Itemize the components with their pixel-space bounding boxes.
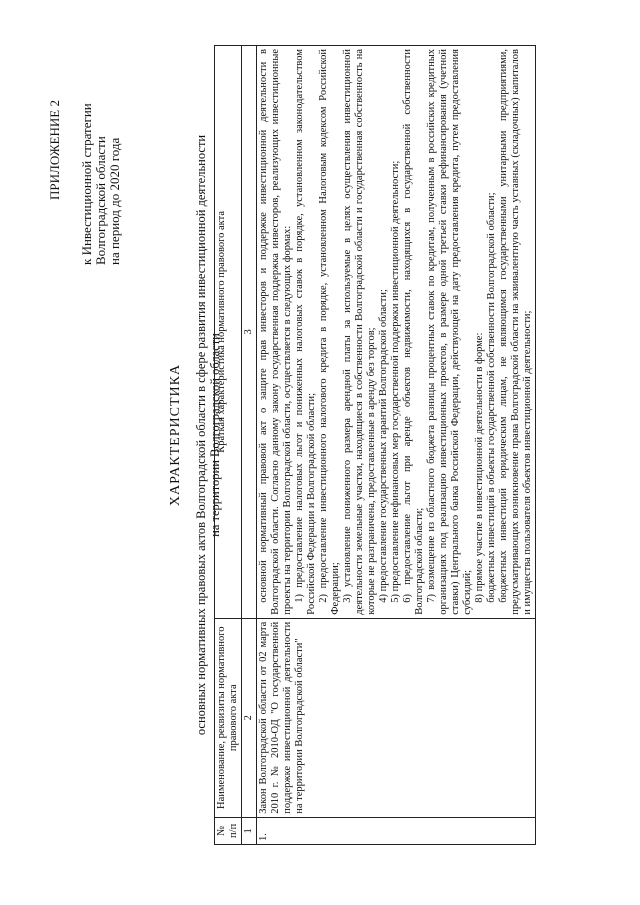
column-header-description: Краткая характеристика нормативного правового акта [215, 46, 242, 619]
column-number: 3 [242, 46, 257, 619]
appendix-line: к Инвестиционной стратегии [79, 103, 94, 265]
description-paragraph: 1) предоставление налоговых льгот и пониженных налоговых ставок в порядке, установленном законодательством Российской Федерации и Волгоградской области; [294, 49, 317, 615]
table-column-numbers-row [242, 46, 257, 845]
column-number: 1 [242, 817, 257, 844]
description-paragraph: 4) предоставление государственных гарантий Волгоградской области; [378, 289, 389, 603]
act-description [257, 46, 536, 619]
description-paragraph: 5) предоставление нефинансовых мер государственной поддержки инвестиционной деятельности; [390, 160, 401, 603]
column-header-number: № п/п [215, 817, 242, 844]
appendix-block [48, 35, 122, 265]
characteristics-table [214, 45, 536, 845]
act-name: Закон Волгоградской области от 02 марта 2010 г. № 2010-ОД "О государственной поддержке инвестиционной деятельности на территории Волгоградской области" [257, 618, 536, 817]
appendix-line: на период до 2020 года [107, 137, 122, 265]
appendix-line: Волгоградской области [93, 136, 108, 265]
row-number: 1. [257, 817, 536, 844]
description-paragraph: 7) возмещение из областного бюджета разницы процентных ставок по кредитам, полученным в российских кредитных организациях под реализацию инвестиционных проектов, в размере одной третьей ставки рефинансирования (учетной ставки) Центрального банка Российской Федерации, действующей на дату предоставления кредита, путем предоставления субсидий; [426, 49, 473, 615]
description-paragraph: основной нормативный правовой акт о защите прав инвесторов и поддержке инвестиционной деятельности в Волгоградской области. Согласно данному закону государственная поддержка инвесторов, реализующих инвестиционные проекты на территории Волгоградской области, осуществляется в следующих формах: [258, 49, 293, 615]
appendix-title: ПРИЛОЖЕНИЕ 2 [47, 100, 62, 200]
description-paragraph: 3) установление пониженного размера арендной платы за используемые в целях осуществления инвестиционной деятельности земельные участки, находящиеся в собственности Волгоградской области и государственная собственность на которые не разграничена, предоставленные в аренду без торгов; [342, 49, 377, 615]
table-row [257, 46, 536, 845]
document-subtitle-line: на территории Волгоградской области [208, 333, 222, 537]
description-paragraph: 8) прямое участие в инвестиционной деятельности в форме: [474, 332, 485, 603]
description-paragraph: 2) предоставление инвестиционного налогового кредита в порядке, установленном Налоговым кодексом Российской Федерации; [318, 49, 341, 615]
description-paragraph: 6) предоставление льгот при аренде объектов недвижимости, находящихся в государственной собственности Волгоградской области; [402, 49, 425, 615]
description-paragraph: бюджетных инвестиций юридическим лицам, не являющимся государственными унитарными предприятиями, предусматривающих возникновение права Волгоградской области на эквивалентную часть уставных (складочных) капиталов и имущества пользователя объектов инвестиционной деятельности; [498, 49, 533, 615]
column-header-name: Наименование, реквизиты нормативного правового акта [215, 618, 242, 817]
table-header-row [215, 46, 242, 845]
description-paragraph: бюджетных инвестиций в объекты государственной собственности Волгоградской области; [486, 192, 497, 603]
document-title: ХАРАКТЕРИСТИКА [168, 363, 183, 507]
document-subtitle-line: основных нормативных правовых актов Волгоградской области в сфере развития инвестиционной деятельности [194, 134, 208, 736]
column-number: 2 [242, 618, 257, 817]
